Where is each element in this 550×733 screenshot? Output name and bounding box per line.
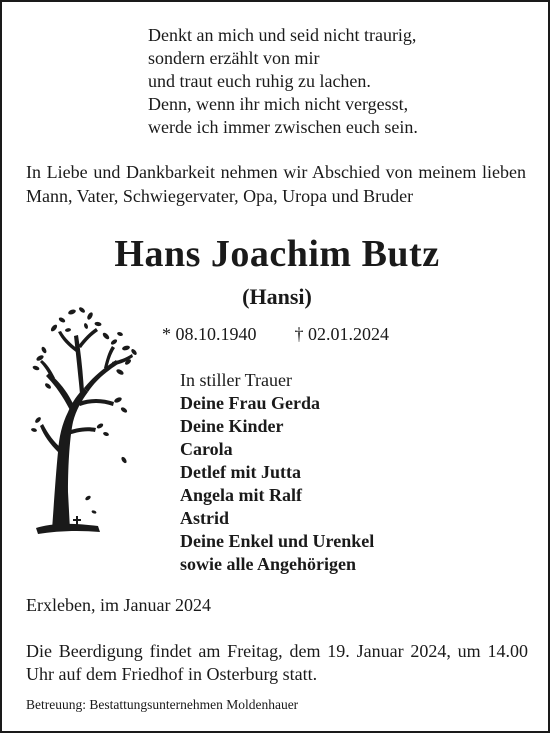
intro-text: In Liebe und Dankbarkeit nehmen wir Abschied von meinem lieben Mann, Vater, Schwiegervater, Opa, Uropa und Bruder — [26, 162, 526, 206]
mourner: Deine Frau Gerda — [180, 393, 320, 413]
death-date: † 02.01.2024 — [294, 324, 389, 344]
mourner: Deine Enkel und Urenkel — [180, 531, 375, 551]
mourners-block — [180, 369, 374, 576]
poem-line: Denn, wenn ihr mich nicht vergesst, — [148, 94, 409, 114]
tree-with-falling-leaves-icon — [28, 302, 140, 538]
mourner: Astrid — [180, 508, 229, 528]
funeral-notice: Die Beerdigung findet am Freitag, dem 19. Januar 2024, um 14.00 Uhr auf dem Friedhof in Osterburg statt. — [26, 641, 528, 684]
deceased-nickname: (Hansi) — [242, 284, 312, 309]
funeral-home-credit: Betreuung: Bestattungsunternehmen Moldenhauer — [26, 697, 299, 712]
place-and-date: Erxleben, im Januar 2024 — [26, 595, 211, 615]
mourner: sowie alle Angehörigen — [180, 554, 356, 574]
mourning-lead: In stiller Trauer — [180, 370, 292, 390]
poem-line: werde ich immer zwischen euch sein. — [148, 117, 418, 137]
poem — [148, 24, 418, 139]
poem-line: Denkt an mich und seid nicht traurig, — [148, 25, 417, 45]
birth-date: * 08.10.1940 — [162, 324, 257, 344]
mourner: Deine Kinder — [180, 416, 284, 436]
deceased-name: Hans Joachim Butz — [114, 233, 440, 275]
mourner: Carola — [180, 439, 233, 459]
mourner: Detlef mit Jutta — [180, 462, 301, 482]
poem-line: und traut euch ruhig zu lachen. — [148, 71, 371, 91]
poem-line: sondern erzählt von mir — [148, 48, 320, 68]
mourner: Angela mit Ralf — [180, 485, 302, 505]
life-dates — [162, 324, 389, 345]
